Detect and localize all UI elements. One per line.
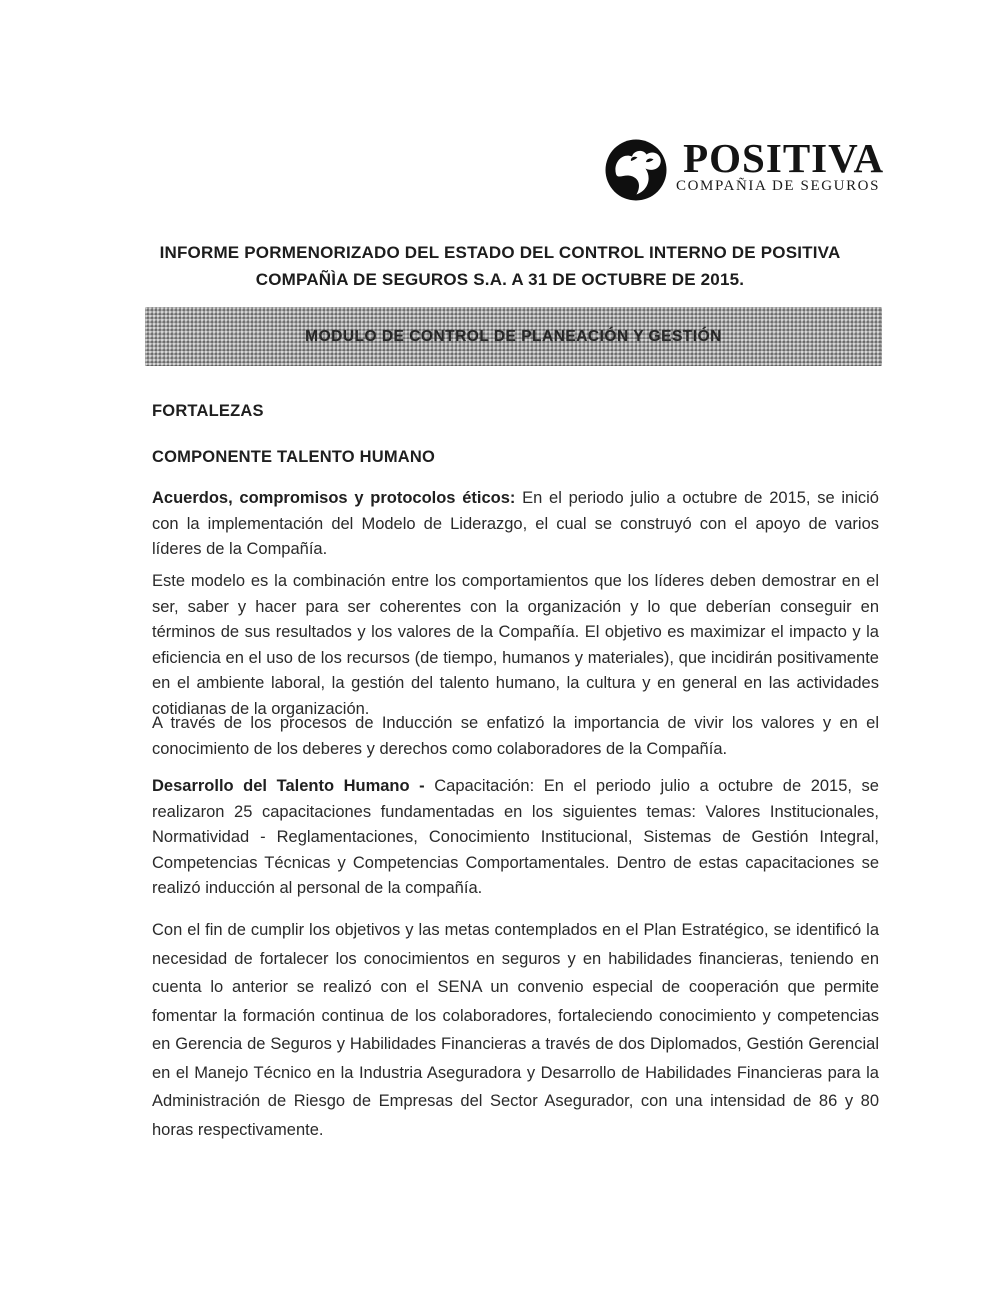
logo-text (676, 136, 884, 194)
heading-fortalezas: FORTALEZAS (152, 402, 264, 420)
logo (604, 135, 885, 208)
paragraph-modelo (152, 569, 879, 722)
paragraph-modelo-text: Este modelo es la combinación entre los comportamientos que los líderes deben demostrar en el ser, saber y hacer para ser coherentes con la organización y lo que deberían conseguir en términos de sus resultados y los valores de la Compañía. El objetivo es maximizar el impacto y la eficiencia en el uso de los recursos (de tiempo, humanos y materiales), que incidirán positivamente en el ambiente laboral, la gestión del talento humano, la cultura y en general en las actividades cotidianas de la organización. (152, 572, 879, 718)
paragraph-induccion-text: A través de los procesos de Inducción se enfatizó la importancia de vivir los valores y en el conocimiento de los deberes y derechos como colaboradores de la Compañía. (152, 714, 879, 758)
logo-wordmark: POSITIVA (683, 135, 885, 181)
section-banner-label: MODULO DE CONTROL DE PLANEACIÓN Y GESTIÓN (305, 327, 722, 345)
heading-componente-talento-humano: COMPONENTE TALENTO HUMANO (152, 448, 436, 466)
paragraph-plan-estrategico-text: Con el fin de cumplir los objetivos y las metas contemplados en el Plan Estratégico, se identificó la necesidad de fortalecer los conocimientos en seguros y en habilidades financieras, teniendo en cuenta lo anterior se realizó con el SENA un convenio especial de cooperación que permite fomentar la formación continua de los colaboradores, fortaleciendo conocimiento y competencias en Gerencia de Seguros y Habilidades Financieras a través de dos Diplomados, Gestión Gerencial en el Manejo Técnico en la Industria Aseguradora y Desarrollo de Habilidades Financieras para la Administración de Riesgo de Empresas del Sector Asegurador, con una intensidad de 86 y 80 horas respectivamente. (152, 921, 879, 1139)
document-title-line2: COMPAÑÌA DE SEGUROS S.A. A 31 DE OCTUBRE DE 2015. (255, 270, 745, 289)
document-title-line1: INFORME PORMENORIZADO DEL ESTADO DEL CONTROL INTERNO DE POSITIVA (159, 243, 841, 262)
paragraph-acuerdos (152, 486, 879, 563)
positiva-bird-icon (604, 138, 668, 207)
document-title (137, 239, 863, 293)
paragraph-plan-estrategico (152, 916, 879, 1144)
paragraph-desarrollo-lead: Desarrollo del Talento Humano - (152, 777, 425, 795)
paragraph-acuerdos-lead: Acuerdos, compromisos y protocolos éticos: (152, 489, 516, 507)
paragraph-desarrollo (152, 774, 879, 902)
paragraph-induccion (152, 711, 879, 762)
logo-subtitle: COMPAÑIA DE SEGUROS (676, 178, 881, 194)
paragraph-acuerdos-text: En el periodo julio a octubre de 2015, se inició con la implementación del Modelo de Liderazgo, el cual se construyó con el apoyo de varios líderes de la Compañía. (152, 489, 879, 558)
paragraph-desarrollo-text: Capacitación: En el periodo julio a octubre de 2015, se realizaron 25 capacitaciones fundamentadas en los siguientes temas: Valores Institucionales, Normatividad - Reglamentaciones, Conocimiento Institucional, Sistemas de Gestión Integral, Competencias Técnicas y Competencias Comportamentales. Dentro de estas capacitaciones se realizó inducción al personal de la compañía. (152, 777, 879, 897)
section-banner (145, 307, 882, 366)
